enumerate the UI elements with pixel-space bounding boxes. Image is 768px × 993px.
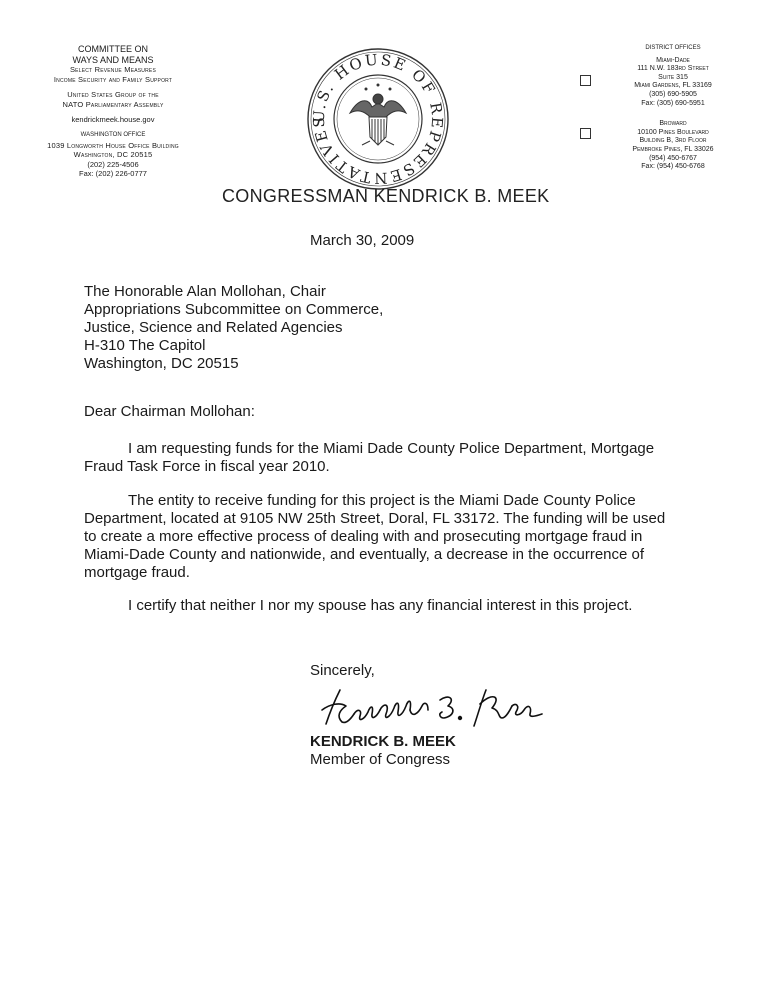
miami-fax: Fax: (305) 690-5951 (641, 99, 705, 107)
washington-office-label: WASHINGTON OFFICE (80, 131, 146, 138)
paragraph-line: mortgage fraud. (84, 564, 190, 581)
broward-address-2: Building B, 3rd Floor (639, 137, 707, 145)
miami-address-3: Miami Gardens, FL 33169 (634, 82, 712, 90)
paragraph-line: I am requesting funds for the Miami Dade County Police Department, Mortgage (128, 440, 655, 457)
paragraph-line: Miami-Dade County and nationwide, and eventually, a decrease in the occurrence of (84, 546, 645, 563)
committee-label: COMMITTEE ON (78, 44, 148, 54)
miami-address-1: 111 N.W. 183rd Street (637, 65, 709, 73)
signer-title: Member of Congress (310, 751, 451, 768)
paragraph-line: Fraud Task Force in fiscal year 2010. (84, 458, 330, 475)
addressee-line: Washington, DC 20515 (84, 355, 239, 372)
signature (316, 684, 546, 734)
district-offices-label: DISTRICT OFFICES (645, 45, 701, 51)
broward-phone: (954) 450-6767 (649, 154, 697, 162)
subcommittee-2: Income Security and Family Support (53, 74, 173, 84)
website: kendrickmeek.house.gov (71, 115, 155, 125)
addressee-line: Justice, Science and Related Agencies (84, 319, 343, 336)
committee-block (28, 44, 198, 179)
washington-address-1: 1039 Longworth House Office Building (47, 140, 179, 150)
letter-date: March 30, 2009 (310, 232, 415, 249)
signer-name: KENDRICK B. MEEK (310, 733, 456, 750)
subcommittee-1: Select Revenue Measures (69, 65, 156, 74)
seal-text: U.S. HOUSE OF REPRESENTATIVES (309, 50, 447, 188)
miami-dade-office (580, 57, 740, 109)
washington-phone: (202) 225-4506 (87, 159, 139, 169)
paragraph-1 (84, 440, 684, 476)
paragraph-line: The entity to receive funding for this project is the Miami Dade County Police (128, 492, 636, 509)
addressee-line: H-310 The Capitol (84, 337, 206, 354)
washington-fax: Fax: (202) 226-0777 (79, 169, 147, 179)
salutation: Dear Chairman Mollohan: (84, 403, 255, 420)
paragraph-line: to create a more effective process of dealing with and prosecuting mortgage fraud in (84, 528, 643, 545)
closing: Sincerely, (310, 662, 375, 679)
paragraph-line: I certify that neither I nor my spouse has any financial interest in this project. (128, 597, 633, 614)
broward-address-3: Pembroke Pines, FL 33026 (632, 145, 714, 153)
paragraph-2 (84, 492, 684, 582)
checkbox-icon (580, 128, 591, 139)
broward-office (580, 120, 740, 172)
district-offices (580, 44, 740, 172)
broward-office-name: Broward (659, 120, 687, 128)
miami-office-name: Miami-Dade (656, 56, 690, 64)
eagle-icon (350, 84, 406, 145)
addressee-block (84, 283, 383, 373)
broward-fax: Fax: (954) 450-6768 (641, 163, 705, 171)
committee-name: WAYS AND MEANS (72, 54, 154, 65)
paragraph-3 (84, 597, 684, 615)
congressman-heading: CONGRESSMAN KENDRICK B. MEEK (222, 186, 550, 206)
miami-address-2: Suite 315 (658, 73, 688, 81)
nato-group-line1: United States Group of the (67, 90, 159, 100)
miami-phone: (305) 690-5905 (649, 90, 697, 98)
addressee-line: Appropriations Subcommittee on Commerce, (84, 301, 384, 318)
broward-address-1: 10100 Pines Boulevard (637, 128, 709, 136)
house-seal (306, 47, 450, 191)
washington-address-2: Washington, DC 20515 (73, 150, 153, 160)
addressee-line: The Honorable Alan Mollohan, Chair (84, 283, 326, 300)
paragraph-line: Department, located at 9105 NW 25th Street, Doral, FL 33172. The funding will be used (84, 510, 666, 527)
nato-group-line2: NATO Parliamentary Assembly (62, 99, 164, 109)
checkbox-icon (580, 75, 591, 86)
